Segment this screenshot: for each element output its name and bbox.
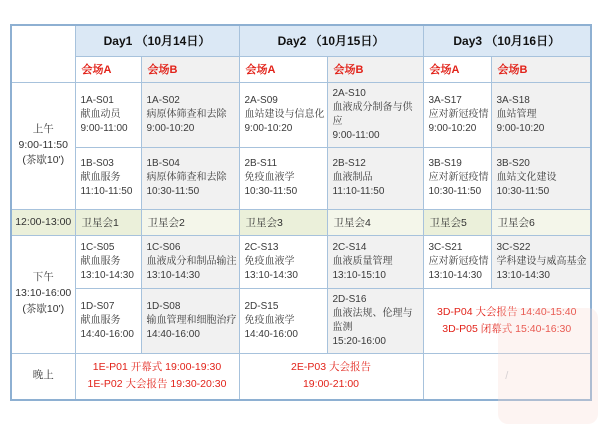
day3-evening-empty-cell: / xyxy=(423,353,591,400)
satellite-cell-6: 卫星会6 xyxy=(491,209,591,235)
plenary-report-line: 3D-P04 大会报告 14:40-15:40 xyxy=(437,305,577,318)
session-cell-1D-S07: 1D-S07 献血服务 14:40-16:00 xyxy=(75,288,141,353)
morning-break-note: (茶歇10') xyxy=(22,154,65,167)
day3-venue-a-header: 会场A xyxy=(423,56,491,82)
morning-row-2 xyxy=(11,147,591,209)
session-cell-3C-S22: 3C-S22 学科建设与威高基金 13:10-14:30 xyxy=(491,235,591,288)
day2-plenary-line: 2E-P03 大会报告 xyxy=(291,361,371,374)
morning-time: 9:00-11:50 xyxy=(18,138,68,151)
time-label-afternoon xyxy=(11,235,75,353)
time-label-morning xyxy=(11,82,75,209)
day3-header: Day3 （10月16日） xyxy=(423,25,591,56)
session-cell-2C-S14: 2C-S14 血液质量管理 13:10-15:10 xyxy=(327,235,423,288)
session-cell-2B-S11: 2B-S11 免疫血液学 10:30-11:50 xyxy=(239,147,327,209)
morning-row-1 xyxy=(11,82,591,147)
session-cell-2A-S09: 2A-S09 血站建设与信息化 9:00-10:20 xyxy=(239,82,327,147)
session-cell-1A-S02: 1A-S02 病原体筛查和去除 9:00-10:20 xyxy=(141,82,239,147)
satellite-cell-5: 卫星会5 xyxy=(423,209,491,235)
session-cell-3B-S20: 3B-S20 血站文化建设 10:30-11:50 xyxy=(491,147,591,209)
session-cell-3A-S17: 3A-S17 应对新冠疫情 9:00-10:20 xyxy=(423,82,491,147)
satellite-cell-4: 卫星会4 xyxy=(327,209,423,235)
venue-header-row xyxy=(11,56,591,82)
session-cell-1C-S06: 1C-S06 血液成分和制品输注 13:10-14:30 xyxy=(141,235,239,288)
satellite-cell-2: 卫星会2 xyxy=(141,209,239,235)
day1-venue-b-header: 会场B xyxy=(141,56,239,82)
day2-venue-b-header: 会场B xyxy=(327,56,423,82)
day2-evening-cell xyxy=(239,353,423,400)
session-cell-2D-S15: 2D-S15 免疫血液学 14:40-16:00 xyxy=(239,288,327,353)
session-cell-2A-S10: 2A-S10 血液成分制备与供应 9:00-11:00 xyxy=(327,82,423,147)
session-cell-2D-S16: 2D-S16 血液法规、伦理与监测 15:20-16:00 xyxy=(327,288,423,353)
conference-schedule-table xyxy=(10,24,592,401)
session-cell-1D-S08: 1D-S08 输血管理和细胞治疗 14:40-16:00 xyxy=(141,288,239,353)
day-header-row xyxy=(11,25,591,56)
day3-venue-b-header: 会场B xyxy=(491,56,591,82)
session-cell-1A-S01: 1A-S01 献血动员 9:00-11:00 xyxy=(75,82,141,147)
session-cell-3B-S19: 3B-S19 应对新冠疫情 10:30-11:50 xyxy=(423,147,491,209)
opening-ceremony-line: 1E-P01 开幕式 19:00-19:30 xyxy=(92,361,222,374)
time-label-evening: 晚上 xyxy=(11,353,75,400)
session-cell-1B-S03: 1B-S03 献血服务 11:10-11:50 xyxy=(75,147,141,209)
satellite-row xyxy=(11,209,591,235)
day1-evening-cell xyxy=(75,353,239,400)
afternoon-break-note: (茶歇10') xyxy=(22,302,65,315)
time-label-lunch: 12:00-13:00 xyxy=(11,209,75,235)
satellite-cell-3: 卫星会3 xyxy=(239,209,327,235)
session-cell-3C-S21: 3C-S21 应对新冠疫情 13:10-14:30 xyxy=(423,235,491,288)
corner-cell xyxy=(11,25,75,82)
session-cell-2B-S12: 2B-S12 血液制品 11:10-11:50 xyxy=(327,147,423,209)
session-cell-1B-S04: 1B-S04 病原体筛查和去除 10:30-11:50 xyxy=(141,147,239,209)
day2-venue-a-header: 会场A xyxy=(239,56,327,82)
afternoon-row-2 xyxy=(11,288,591,353)
day1-header: Day1 （10月14日） xyxy=(75,25,239,56)
afternoon-row-1 xyxy=(11,235,591,288)
satellite-cell-1: 卫星会1 xyxy=(75,209,141,235)
session-cell-1C-S05: 1C-S05 献血服务 13:10-14:30 xyxy=(75,235,141,288)
closing-ceremony-line: 3D-P05 闭幕式 15:40-16:30 xyxy=(442,322,572,335)
session-cell-2C-S13: 2C-S13 免疫血液学 13:10-14:30 xyxy=(239,235,327,288)
day1-venue-a-header: 会场A xyxy=(75,56,141,82)
evening-row xyxy=(11,353,591,400)
day2-plenary-time: 19:00-21:00 xyxy=(302,378,360,391)
session-cell-3A-S18: 3A-S18 血站管理 9:00-10:20 xyxy=(491,82,591,147)
morning-label: 上午 xyxy=(32,122,54,135)
day3-plenary-cell xyxy=(423,288,591,353)
afternoon-label: 下午 xyxy=(32,271,54,284)
afternoon-time: 13:10-16:00 xyxy=(15,287,72,300)
day1-plenary-line: 1E-P02 大会报告 19:30-20:30 xyxy=(87,378,227,391)
day2-header: Day2 （10月15日） xyxy=(239,25,423,56)
